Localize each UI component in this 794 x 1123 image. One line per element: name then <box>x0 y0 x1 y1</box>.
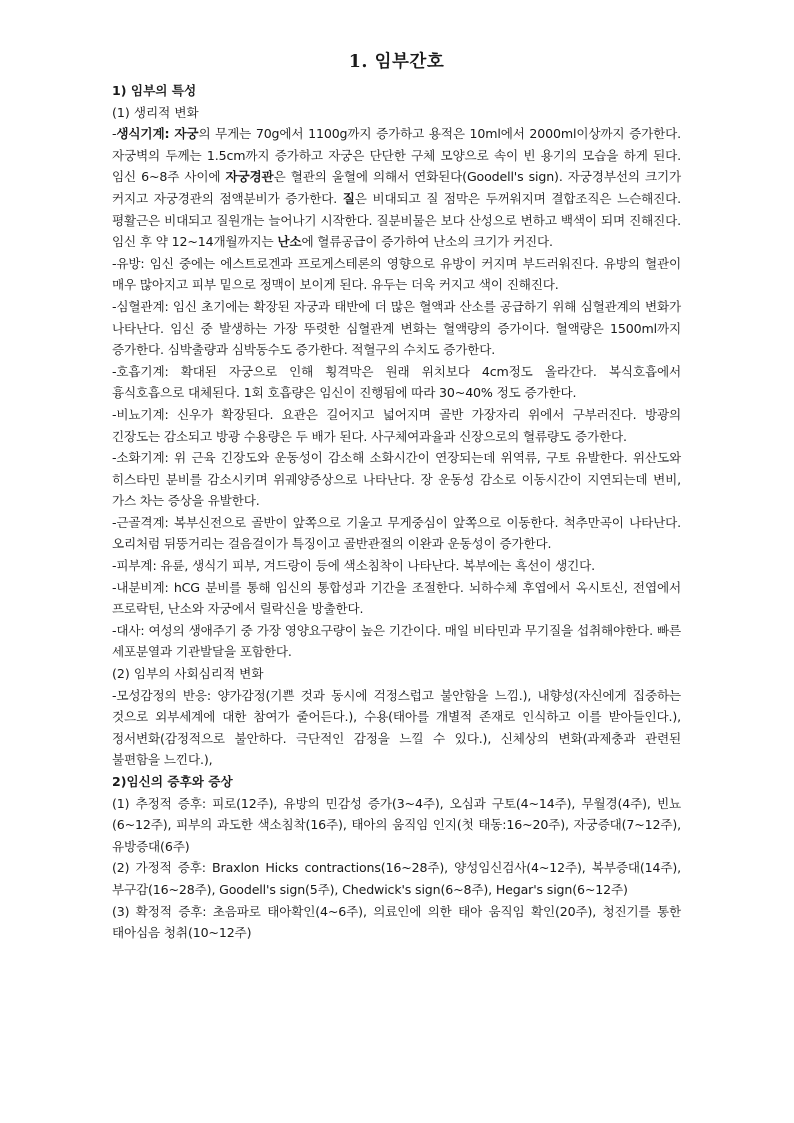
paragraph-respiratory: -호흡기계: 확대된 자궁으로 인해 횡격막은 원래 위치보다 4cm정도 올라간다. 복식호흡에서 흉식호흡으로 대체된다. 1회 호흡량은 임신이 진행됨에 따라 30~40% 정도 증가한다. <box>112 363 681 401</box>
reproductive-text-2: 은 혈관의 울혈에 의해서 연화된다(Goodell's sign). 자궁경부선의 크기가 커지고 자궁경관의 점액분비가 증가한다. <box>112 169 682 206</box>
reproductive-text-4: 에 혈류공급이 증가하여 난소의 크기가 커진다. <box>301 234 553 250</box>
paragraph-presumptive-signs: (1) 추정적 증후: 피로(12주), 유방의 민감성 증가(3~4주), 오심과 구토(4~14주), 무월경(4주), 빈뇨(6~12주), 피부의 과도한 색소침착(16주), 태아의 움직임 인지(첫 태동:16~20주), 자궁증대(7~12주), 유방증대(6주) <box>112 795 681 854</box>
section-heading-signs-symptoms: 2)임신의 증후와 증상 <box>112 774 233 789</box>
paragraph-digestive: -소화기계: 위 근육 긴장도와 운동성이 감소해 소화시간이 연장되는데 위역류, 구토 유발한다. 위산도와 히스타민 분비를 감소시키며 위궤양증상으로 나타난다. 장 운동성 감소로 이동시간이 지연되는데 변비, 가스 차는 증상을 유발한다. <box>112 450 681 509</box>
paragraph-breast: -유방: 임신 중에는 에스트로겐과 프로게스테론의 영향으로 유방이 커지며 부드러워진다. 유방의 혈관이 매우 많아지고 피부 밑으로 정맥이 보이게 된다. 유두는 더욱 커지고 색이 진해진다. <box>112 255 681 293</box>
paragraph-positive-signs: (3) 확정적 증후: 초음파로 태아확인(4~6주), 의료인에 의한 태아 움직임 확인(20주), 청진기를 통한 태아심음 청취(10~12주) <box>112 903 681 941</box>
paragraph-reproductive-system <box>112 123 681 253</box>
term-reproductive-system: 생식기계 <box>116 126 165 142</box>
paragraph-integumentary: -피부계: 유륜, 생식기 피부, 겨드랑이 등에 색소침착이 나타난다. 복부에는 흑선이 생긴다. <box>112 558 595 574</box>
reproductive-text-1: 의 무게는 70g에서 1100g까지 증가하고 용적은 10ml에서 2000ml이상까지 증가한다. 자궁벽의 두께는 1.5cm까지 증가하고 자궁은 단단한 구체 모양으로 속이 빈 용기의 모습을 하게 된다. 임신 6~8주 사이에 <box>112 126 681 185</box>
subsection-heading-psychosocial: (2) 임부의 사회심리적 변화 <box>112 666 264 682</box>
reproductive-text-3: 은 비대되고 질 점막은 두꺼워지며 결합조직은 느슨해진다. 평활근은 비대되고 질원개는 늘어나기 시작한다. 질분비물은 보다 산성으로 변하고 백색이 되며 진해진다. 임신 후 약 12~14개월까지는 <box>112 190 681 250</box>
subsection-heading-physiological: (1) 생리적 변화 <box>112 104 199 120</box>
page-title: 1. 임부간호 <box>348 52 445 72</box>
paragraph-musculoskeletal: -근골격계: 복부신전으로 골반이 앞쪽으로 기울고 무게중심이 앞쪽으로 이동한다. 척추만곡이 나타난다. 오리처럼 뒤뚱거리는 걸음걸이가 특징이고 골반관절의 이완과 운동성이 증가한다. <box>112 514 681 552</box>
paragraph-cardiovascular: -심혈관계: 임신 초기에는 확장된 자궁과 태반에 더 많은 혈액과 산소를 공급하기 위해 심혈관계의 변화가 나타난다. 임신 중 발생하는 가장 뚜렷한 심혈관계 변화는 혈액량의 증가이다. 혈액량은 1500ml까지 증가한다. 심박출량과 심박동수도 증가한다. 적혈구의 수치도 증가한다. <box>112 298 681 358</box>
paragraph-maternal-emotion: -모성감정의 반응: 양가감정(기쁜 것과 동시에 걱정스럽고 불안함을 느낌.), 내향성(자신에게 집중하는 것으로 외부세계에 대한 참여가 줄어든다.), 수용(태아를 개별적 존재로 인식하고 이를 받아들인다.), 정서변화(감정적으로 불안하다. 극단적인 감정을 느낄 수 있다.), 신체상의 변화(과제충과 관련된 불편함을 느낀다.), <box>112 687 681 768</box>
section-heading-characteristics: 1) 임부의 특성 <box>112 83 197 98</box>
paragraph-endocrine: -내분비계: hCG 분비를 통해 임신의 통합성과 기간을 조절한다. 뇌하수체 후엽에서 옥시토신, 전엽에서 프로락틴, 난소와 자궁에서 릴락신을 방출한다. <box>112 579 681 617</box>
paragraph-metabolism: -대사: 여성의 생애주기 중 가장 영양요구량이 높은 기간이다. 매일 비타민과 무기질을 섭취해야한다. 빠른 세포분열과 기관발달을 포함한다. <box>112 622 681 660</box>
term-uterus: 자궁 <box>174 126 199 142</box>
term-vagina: 질 <box>342 190 355 206</box>
dash: - <box>112 126 117 142</box>
paragraph-probable-signs: (2) 가정적 증후: Braxlon Hicks contractions(16~28주), 양성임신검사(4~12주), 복부증대(14주), 부구감(16~28주), Goodell's sign(5주), Chedwick's sign(6~8주), Hegar's sign(6~12주) <box>112 860 681 897</box>
paragraph-urinary: -비뇨기계: 신우가 확장된다. 요관은 길어지고 넓어지며 골반 가장자리 위에서 구부러진다. 방광의 긴장도는 감소되고 방광 수용량은 두 배가 된다. 사구체여과율과 신장으로의 혈류량도 증가한다. <box>112 406 681 444</box>
term-colon: : <box>164 126 175 142</box>
term-cervix: 자궁경관 <box>225 169 274 185</box>
term-ovary: 난소 <box>277 234 302 250</box>
